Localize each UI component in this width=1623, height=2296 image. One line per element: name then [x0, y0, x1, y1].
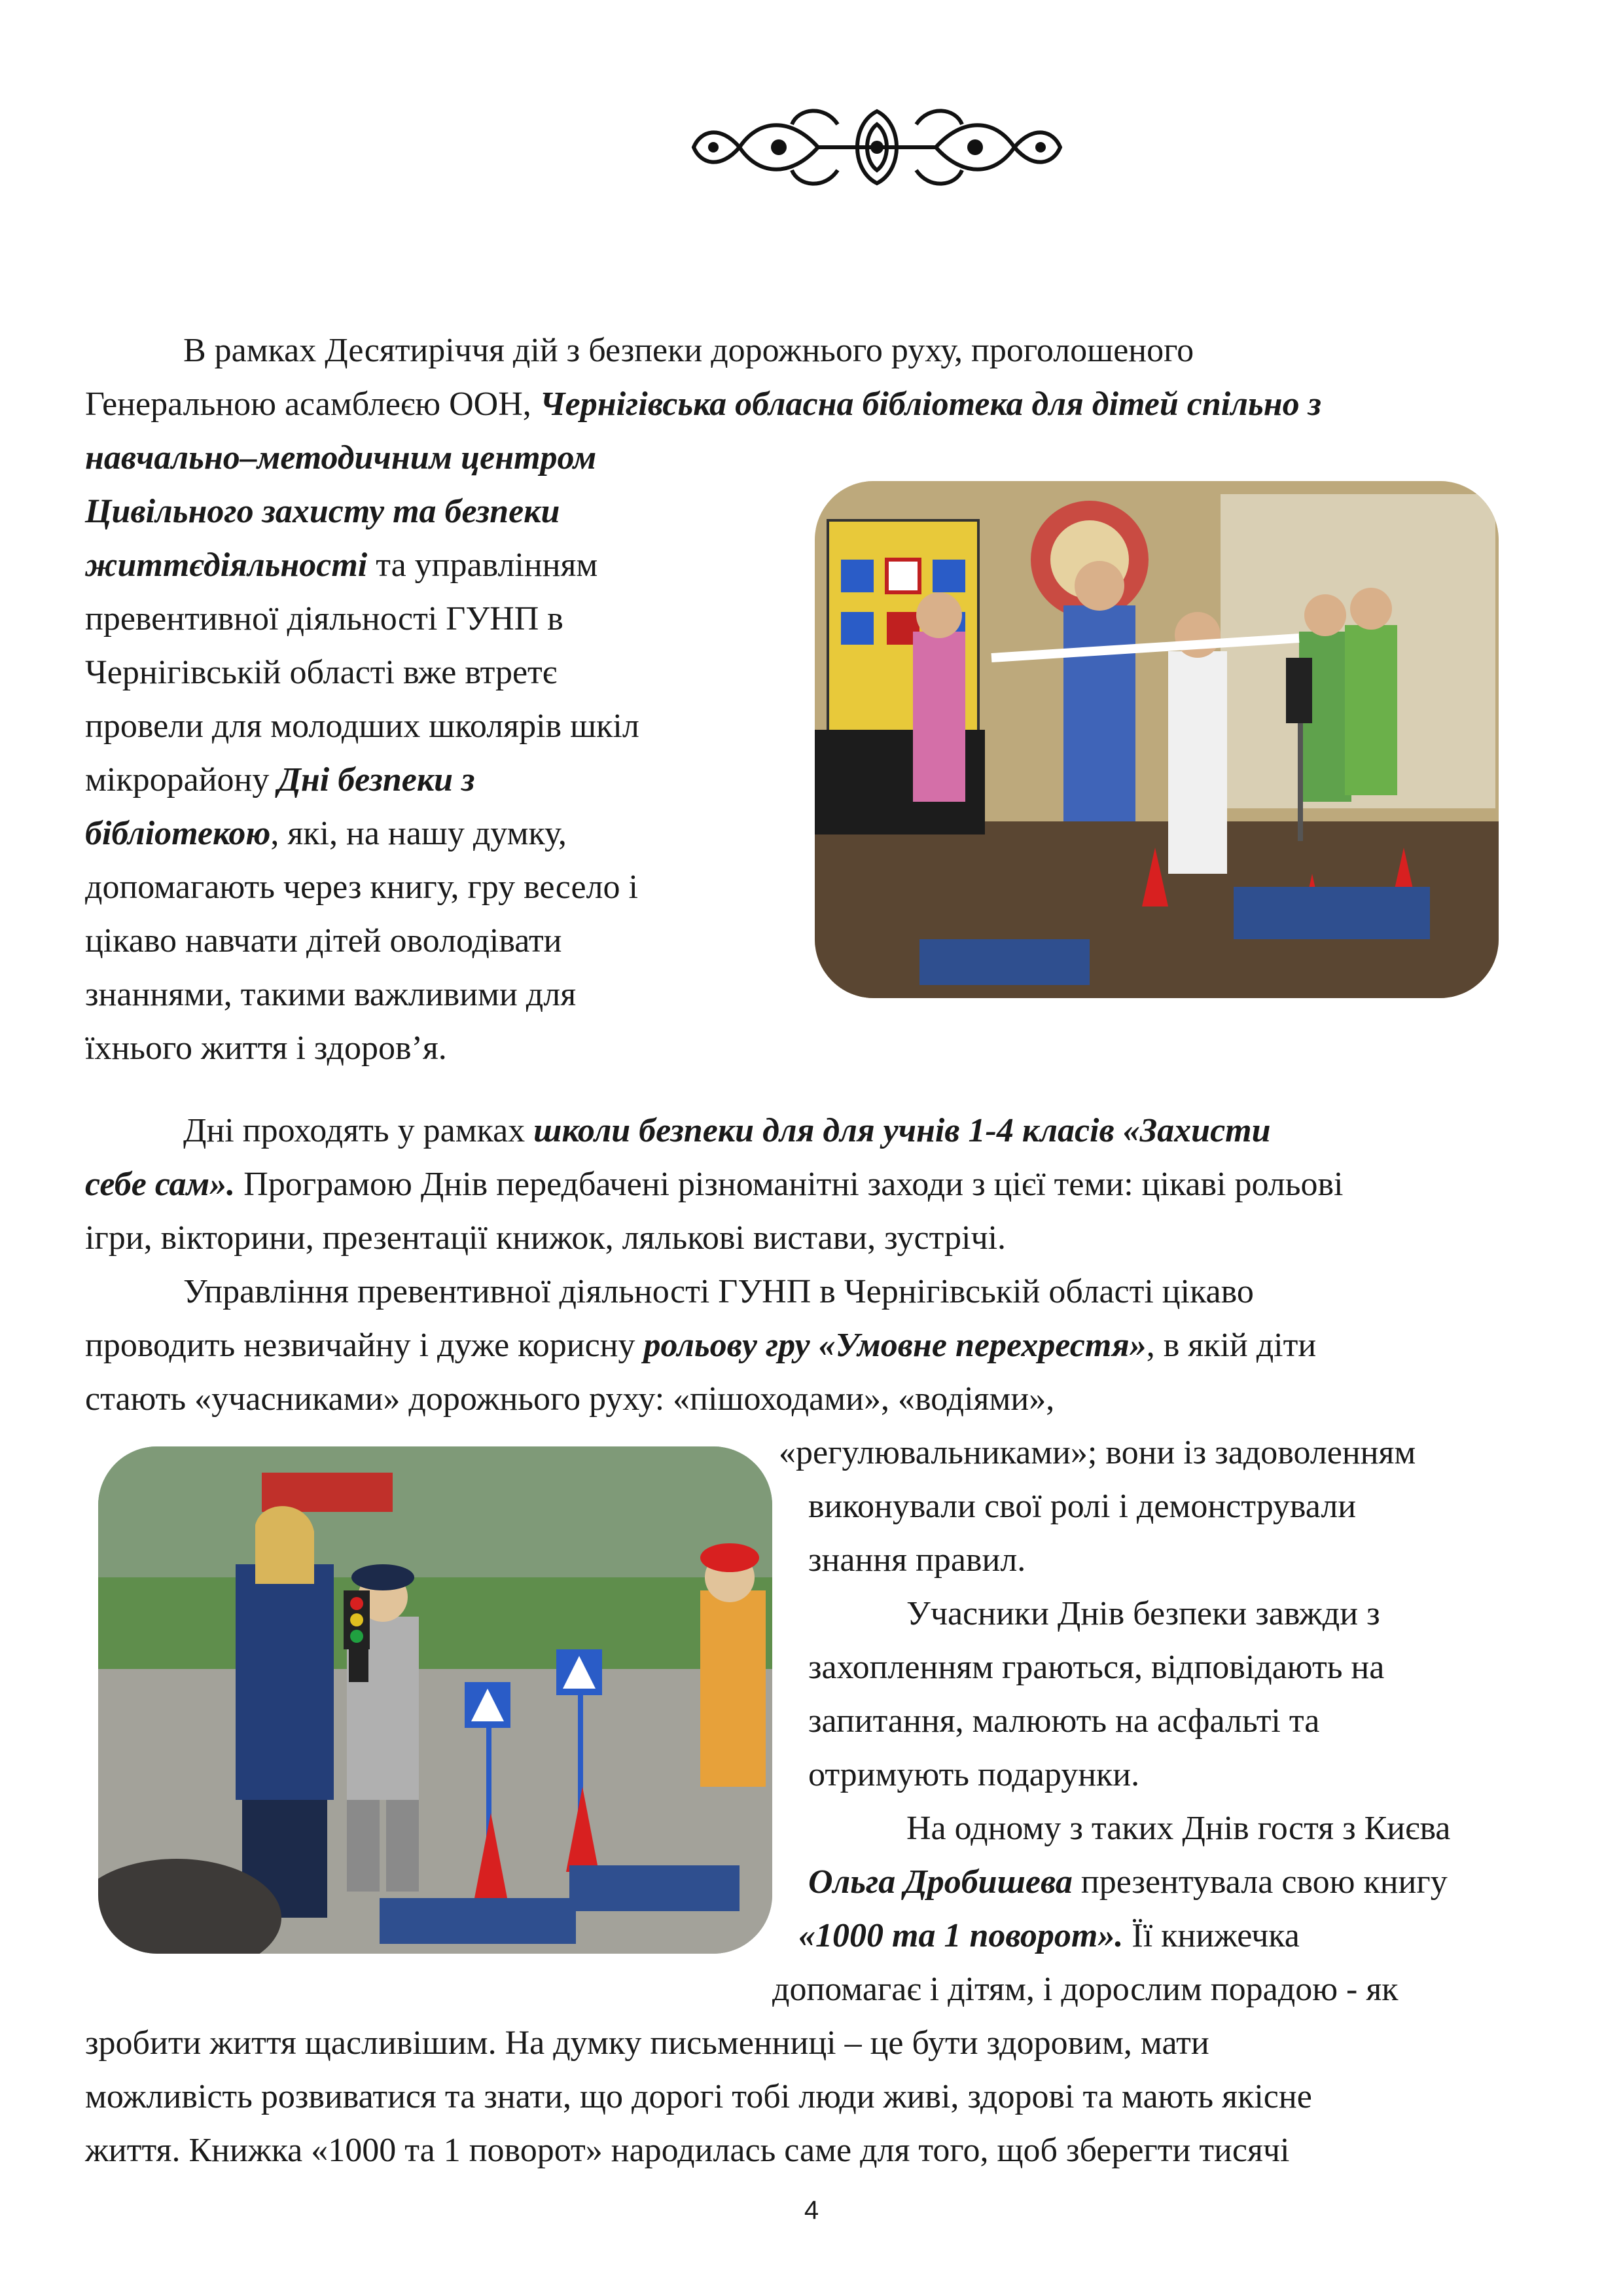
p1-line-11: допомагають через книгу, гру весело і [85, 869, 638, 906]
p2-line-2-text: Програмою Днів передбачені різноманітні заходи з цієї теми: цікаві рольові [235, 1166, 1344, 1203]
p1-line-2 [85, 378, 1321, 431]
p1-line-8: провели для молодших школярів шкіл [85, 708, 639, 745]
p1-line-5 [85, 539, 597, 592]
photo-outdoor-crossroad-game [98, 1446, 772, 1954]
p1-line-2-text: Генеральною асамблеєю ООН, [85, 386, 540, 423]
p1-line-1: В рамках Десятиріччя дій з безпеки дорожнього руху, проголошеного [183, 332, 1194, 369]
p2-line-3: ігри, вікторини, презентації книжок, лялькові вистави, зустрічі. [85, 1219, 1007, 1257]
p5-line-4: допомагає і дітям, і дорослим порадою - як [772, 1971, 1399, 2008]
p1-line-5-emphasis: життєдіяльності [85, 547, 368, 584]
p3-line-6: знання правил. [808, 1541, 1026, 1579]
page-number: 4 [804, 2196, 819, 2225]
p2-line-2-emphasis: себе сам». [85, 1166, 236, 1203]
p1-line-12: цікаво навчати дітей оволодівати [85, 922, 562, 960]
p1-line-10 [85, 807, 567, 861]
p3-line-2 [85, 1319, 1316, 1372]
p1-line-5-text: та управлінням [367, 547, 598, 584]
p1-line-3: навчально–методичним центром [85, 439, 597, 476]
p2-line-2 [85, 1158, 1343, 1211]
p5-line-3-text: Її книжечка [1123, 1917, 1300, 1954]
p4-line-1: Учасники Днів безпеки завжди з [906, 1595, 1380, 1632]
p3-line-4: «регулювальниками»; вони із задоволенням [779, 1434, 1416, 1471]
p1-line-14: їхнього життя і здоров’я. [85, 1030, 447, 1067]
p1-line-10-text: , які, на нашу думку, [270, 815, 567, 852]
p1-line-6: превентивної діяльності ГУНП в [85, 600, 563, 637]
p5-line-3-emphasis: «1000 та 1 поворот». [798, 1917, 1124, 1954]
p1-line-9-emphasis: Дні безпеки з [277, 761, 475, 798]
p5-line-5: зробити життя щасливішим. На думку письменниці – це бути здоровим, мати [85, 2024, 1209, 2062]
photo-outdoor-illustration [98, 1446, 772, 1954]
p3-line-3: стають «учасниками» дорожнього руху: «пішоходами», «водіями», [85, 1380, 1055, 1418]
p4-line-4: отримують подарунки. [808, 1756, 1140, 1793]
p5-line-2-emphasis: Ольга Дробишева [808, 1863, 1073, 1901]
p1-line-7: Чернігівській області вже втретє [85, 654, 558, 691]
p5-line-2-text: презентувала свою книгу [1072, 1863, 1448, 1901]
p4-line-3: запитання, малюють на асфальті та [808, 1702, 1320, 1740]
photo-indoor-illustration [815, 481, 1499, 998]
p5-line-2 [808, 1856, 1448, 1909]
p2-line-1-emphasis: школи безпеки для для учнів 1-4 класів «Захисти [533, 1112, 1271, 1149]
p5-line-6: можливість розвиватися та знати, що дорогі тобі люди живі, здорові та мають якісне [85, 2078, 1312, 2115]
p5-line-3 [798, 1909, 1300, 1963]
p3-line-1: Управління превентивної діяльності ГУНП в Чернігівській області цікаво [183, 1273, 1254, 1310]
p4-line-2: захопленням граються, відповідають на [808, 1649, 1385, 1686]
p1-line-2-emphasis: Чернігівська обласна бібліотека для дітей спільно з [539, 386, 1321, 423]
p3-line-5: виконували свої ролі і демонстрували [808, 1488, 1357, 1525]
p3-line-2-tail: , в якій діти [1146, 1327, 1317, 1364]
p1-line-4: Цивільного захисту та безпеки [85, 493, 560, 530]
p3-line-2-text: проводить незвичайну і дуже корисну [85, 1327, 644, 1364]
p2-line-1 [183, 1104, 1271, 1158]
p5-line-1: На одному з таких Днів гостя з Києва [906, 1810, 1451, 1847]
p1-line-9-text: мікрорайону [85, 761, 278, 798]
p1-line-13: знаннями, такими важливими для [85, 976, 577, 1013]
p1-line-9 [85, 753, 474, 807]
p1-line-10-emphasis: бібліотекою [85, 815, 271, 852]
p3-line-2-emphasis: рольову гру «Умовне перехрестя» [643, 1327, 1147, 1364]
p5-line-7: життя. Книжка «1000 та 1 поворот» народилась саме для того, щоб зберегти тисячі [85, 2132, 1290, 2169]
photo-indoor-safety-lesson [815, 481, 1499, 998]
p2-line-1-text: Дні проходять у рамках [183, 1112, 534, 1149]
ornament-icon [687, 98, 1067, 196]
